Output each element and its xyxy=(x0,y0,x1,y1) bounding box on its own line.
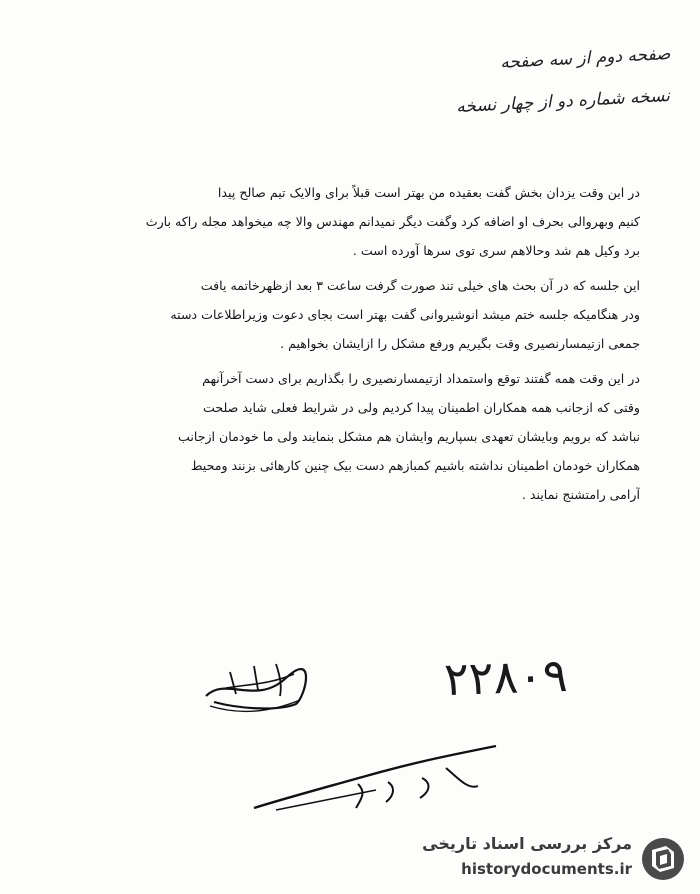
body-line: همکاران خودمان اطمینان نداشته باشیم کمبازهم دست بیک چنین کارهائی بزنند ومحیط xyxy=(190,458,640,473)
signature-long-icon xyxy=(246,738,506,828)
body-line: برد وکیل هم شد وحالاهم سری توی سرها آورده است . xyxy=(352,243,640,258)
body-line: نباشد که برویم وبایشان تعهدی بسپاریم وایشان هم مشکل بنمایند ولی ما خودمان ازجانب xyxy=(177,429,640,444)
body-line: کنیم وبهروالی بحرف او اضافه کرد وگفت دیگر نمیدانم مهندس والا چه میخواهد مجله راکه بارث xyxy=(145,214,640,229)
body-line: این جلسه که در آن بحث های خیلی تند صورت گرفت ساعت ۳ بعد ازظهرخاتمه یافت xyxy=(200,278,640,293)
signature-scribble-icon xyxy=(196,656,316,716)
body-line: وقتی که ازجانب همه همکاران اطمینان پیدا کردیم ولی در شرایط فعلی شاید صلحت xyxy=(202,400,640,415)
document-body xyxy=(62,178,640,509)
archive-url: historydocuments.ir xyxy=(461,860,632,878)
reference-number: ۲۲۸۰۹ xyxy=(443,647,569,707)
archive-emblem-icon xyxy=(640,836,686,882)
body-line: در این وقت یزدان بخش گفت بعقیده من بهتر است قبلاً برای والایک تیم صالح پیدا xyxy=(217,185,640,200)
body-line: آرامی رامتشنج نمایند . xyxy=(521,487,640,502)
archive-logo xyxy=(396,830,686,886)
body-line: در این وقت همه گفتند توقع واستمداد ازتیمسارنصیری را بگذاریم برای دست آخرآنهم xyxy=(202,371,640,386)
body-line: ودر هنگامیکه جلسه ختم میشد انوشیروانی گفت بهتر است بجای دعوت وزیراطلاعات دسته xyxy=(170,307,640,322)
header-note-copy: نسخه شماره دو از چهار نسخه xyxy=(455,86,671,118)
archive-title: مرکز بررسی اسناد تاریخی xyxy=(422,834,632,853)
header-note-page: صفحه دوم از سه صفحه xyxy=(499,44,671,73)
body-line: جمعی ازتیمسارنصیری وقت بگیریم ورفع مشکل را ازایشان بخواهیم . xyxy=(280,336,640,351)
